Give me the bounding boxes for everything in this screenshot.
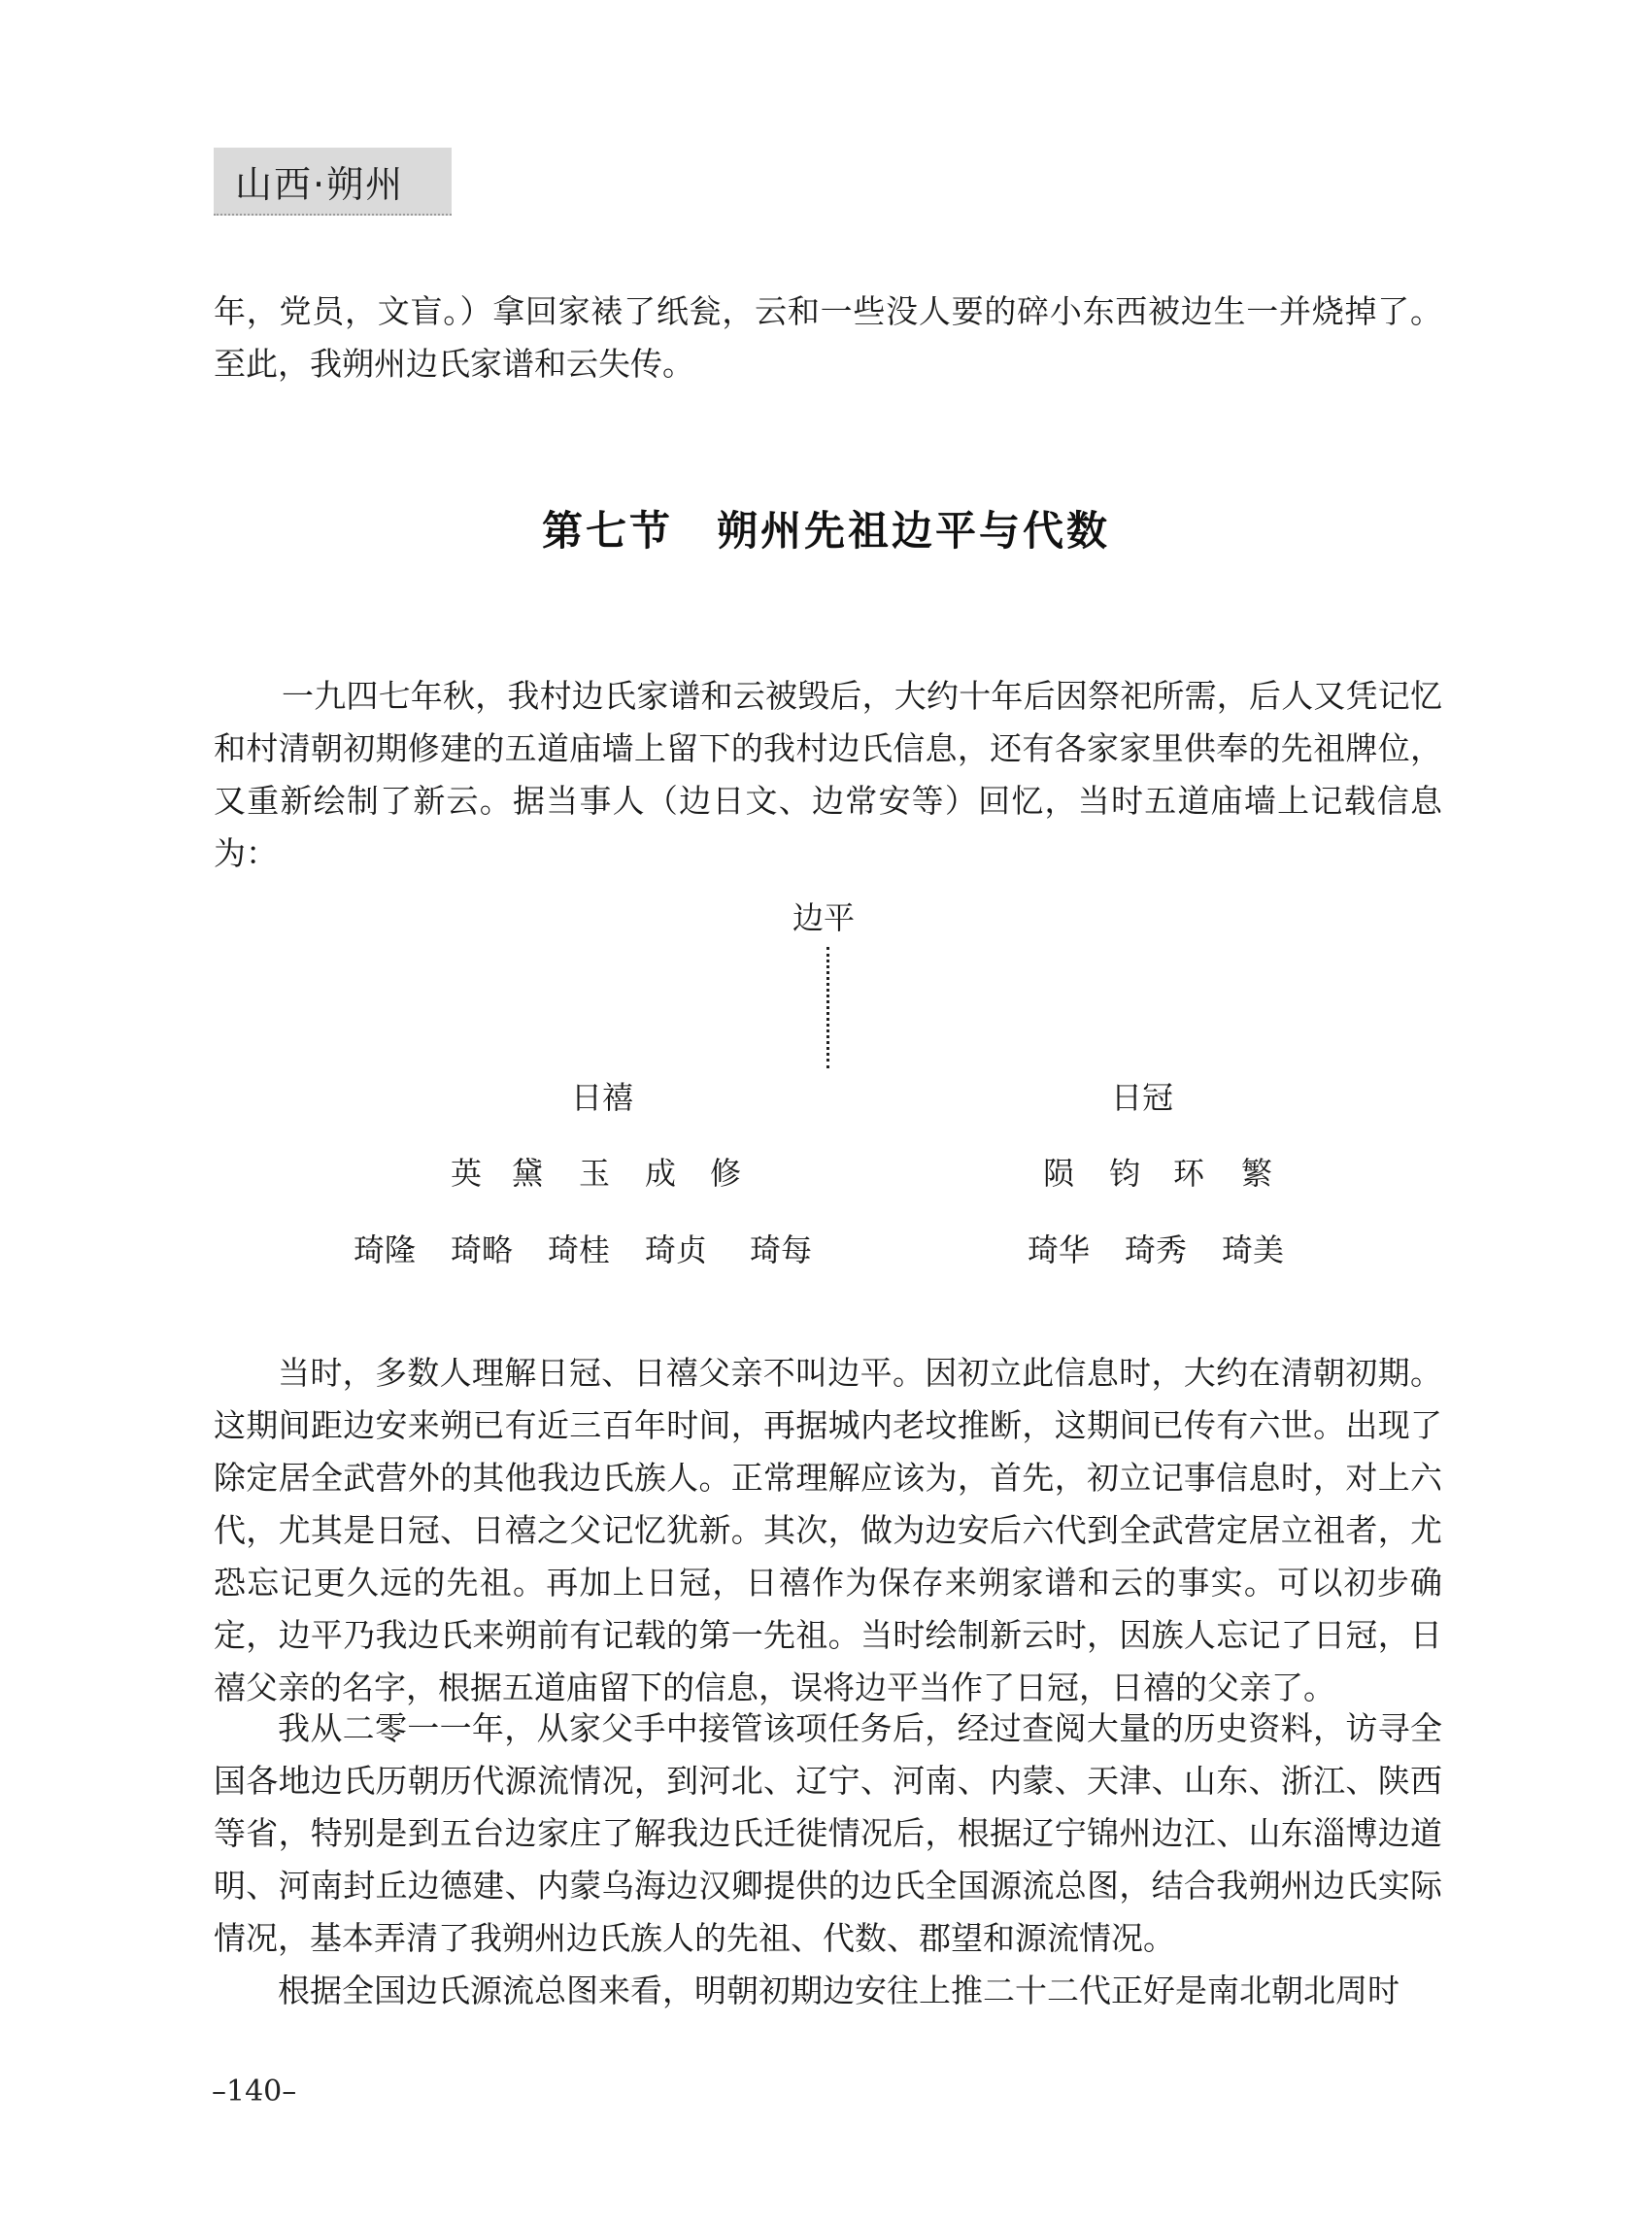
tree-left-grandchild: 琦每	[750, 1231, 813, 1268]
intro-paragraph: 年，党员，文盲。）拿回家裱了纸瓮，云和一些没人要的碎小东西被边生一并烧掉了。至此，我朔州边氏家谱和云失传。	[214, 292, 1442, 383]
tree-left-child: 修	[710, 1155, 742, 1192]
running-header	[214, 148, 452, 216]
tree-left-branch: 日禧	[571, 1079, 634, 1116]
tree-right-grandchild: 琦秀	[1125, 1231, 1188, 1268]
tree-right-child: 钧	[1109, 1155, 1141, 1192]
paragraph-3: 我从二零一一年，从家父手中接管该项任务后，经过查阅大量的历史资料，访寻全国各地边氏历朝历代源流情况，到河北、辽宁、河南、内蒙、天津、山东、浙江、陕西等省，特别是到五台边家庄了解我边氏迁徙情况后，根据辽宁锦州边江、山东淄博边道明、河南封丘边德建、内蒙乌海边汉卿提供的边氏全国源流总图，结合我朔州边氏实际情况，基本弄清了我朔州边氏族人的先祖、代数、郡望和源流情况。	[214, 1709, 1442, 1957]
tree-right-branch: 日冠	[1111, 1079, 1174, 1116]
tree-left-child: 黛	[512, 1155, 544, 1192]
section-title: 第七节 朔州先祖边平与代数	[541, 507, 1110, 555]
tree-left-child: 玉	[579, 1155, 611, 1192]
tree-left-grandchild: 琦桂	[548, 1231, 611, 1268]
tree-left-grandchild: 琦隆	[354, 1231, 417, 1268]
tree-left-child: 英	[451, 1155, 483, 1192]
tree-right-child: 环	[1173, 1155, 1205, 1192]
paragraph-4: 根据全国边氏源流总图来看，明朝初期边安往上推二十二代正好是南北朝北周时	[278, 1972, 1399, 2009]
running-header-label: 山西·朔州	[235, 162, 405, 206]
tree-right-grandchild: 琦美	[1222, 1231, 1285, 1268]
page-number: –140–	[212, 2074, 297, 2108]
paragraph-1: 一九四七年秋，我村边氏家谱和云被毁后，大约十年后因祭祀所需，后人又凭记忆和村清朝初期修建的五道庙墙上留下的我村边氏信息，还有各家家里供奉的先祖牌位，又重新绘制了新云。据当事人（边日文、边常安等）回忆，当时五道庙墙上记载信息为：	[214, 677, 1442, 872]
tree-left-grandchild: 琦贞	[645, 1231, 708, 1268]
paragraph-2: 当时，多数人理解日冠、日禧父亲不叫边平。因初立此信息时，大约在清朝初期。这期间距边安来朔已有近三百年时间，再据城内老坟推断，这期间已传有六世。出现了除定居全武营外的其他我边氏族人。正常理解应该为，首先，初立记事信息时，对上六代，尤其是日冠、日禧之父记忆犹新。其次，做为边安后六代到全武营定居立祖者，尤恐忘记更久远的先祖。再加上日冠，日禧作为保存来朔家谱和云的事实。可以初步确定，边平乃我边氏来朔前有记载的第一先祖。当时绘制新云时，因族人忘记了日冠，日禧父亲的名字，根据五道庙留下的信息，误将边平当作了日冠，日禧的父亲了。	[214, 1354, 1442, 1706]
tree-left-child: 成	[645, 1155, 677, 1192]
tree-dotted-connector	[826, 947, 829, 1068]
tree-left-grandchild: 琦略	[451, 1231, 514, 1268]
tree-right-child: 陨	[1043, 1155, 1075, 1192]
tree-right-child: 繁	[1241, 1155, 1273, 1192]
tree-root: 边平	[792, 899, 856, 936]
tree-right-grandchild: 琦华	[1028, 1231, 1091, 1268]
